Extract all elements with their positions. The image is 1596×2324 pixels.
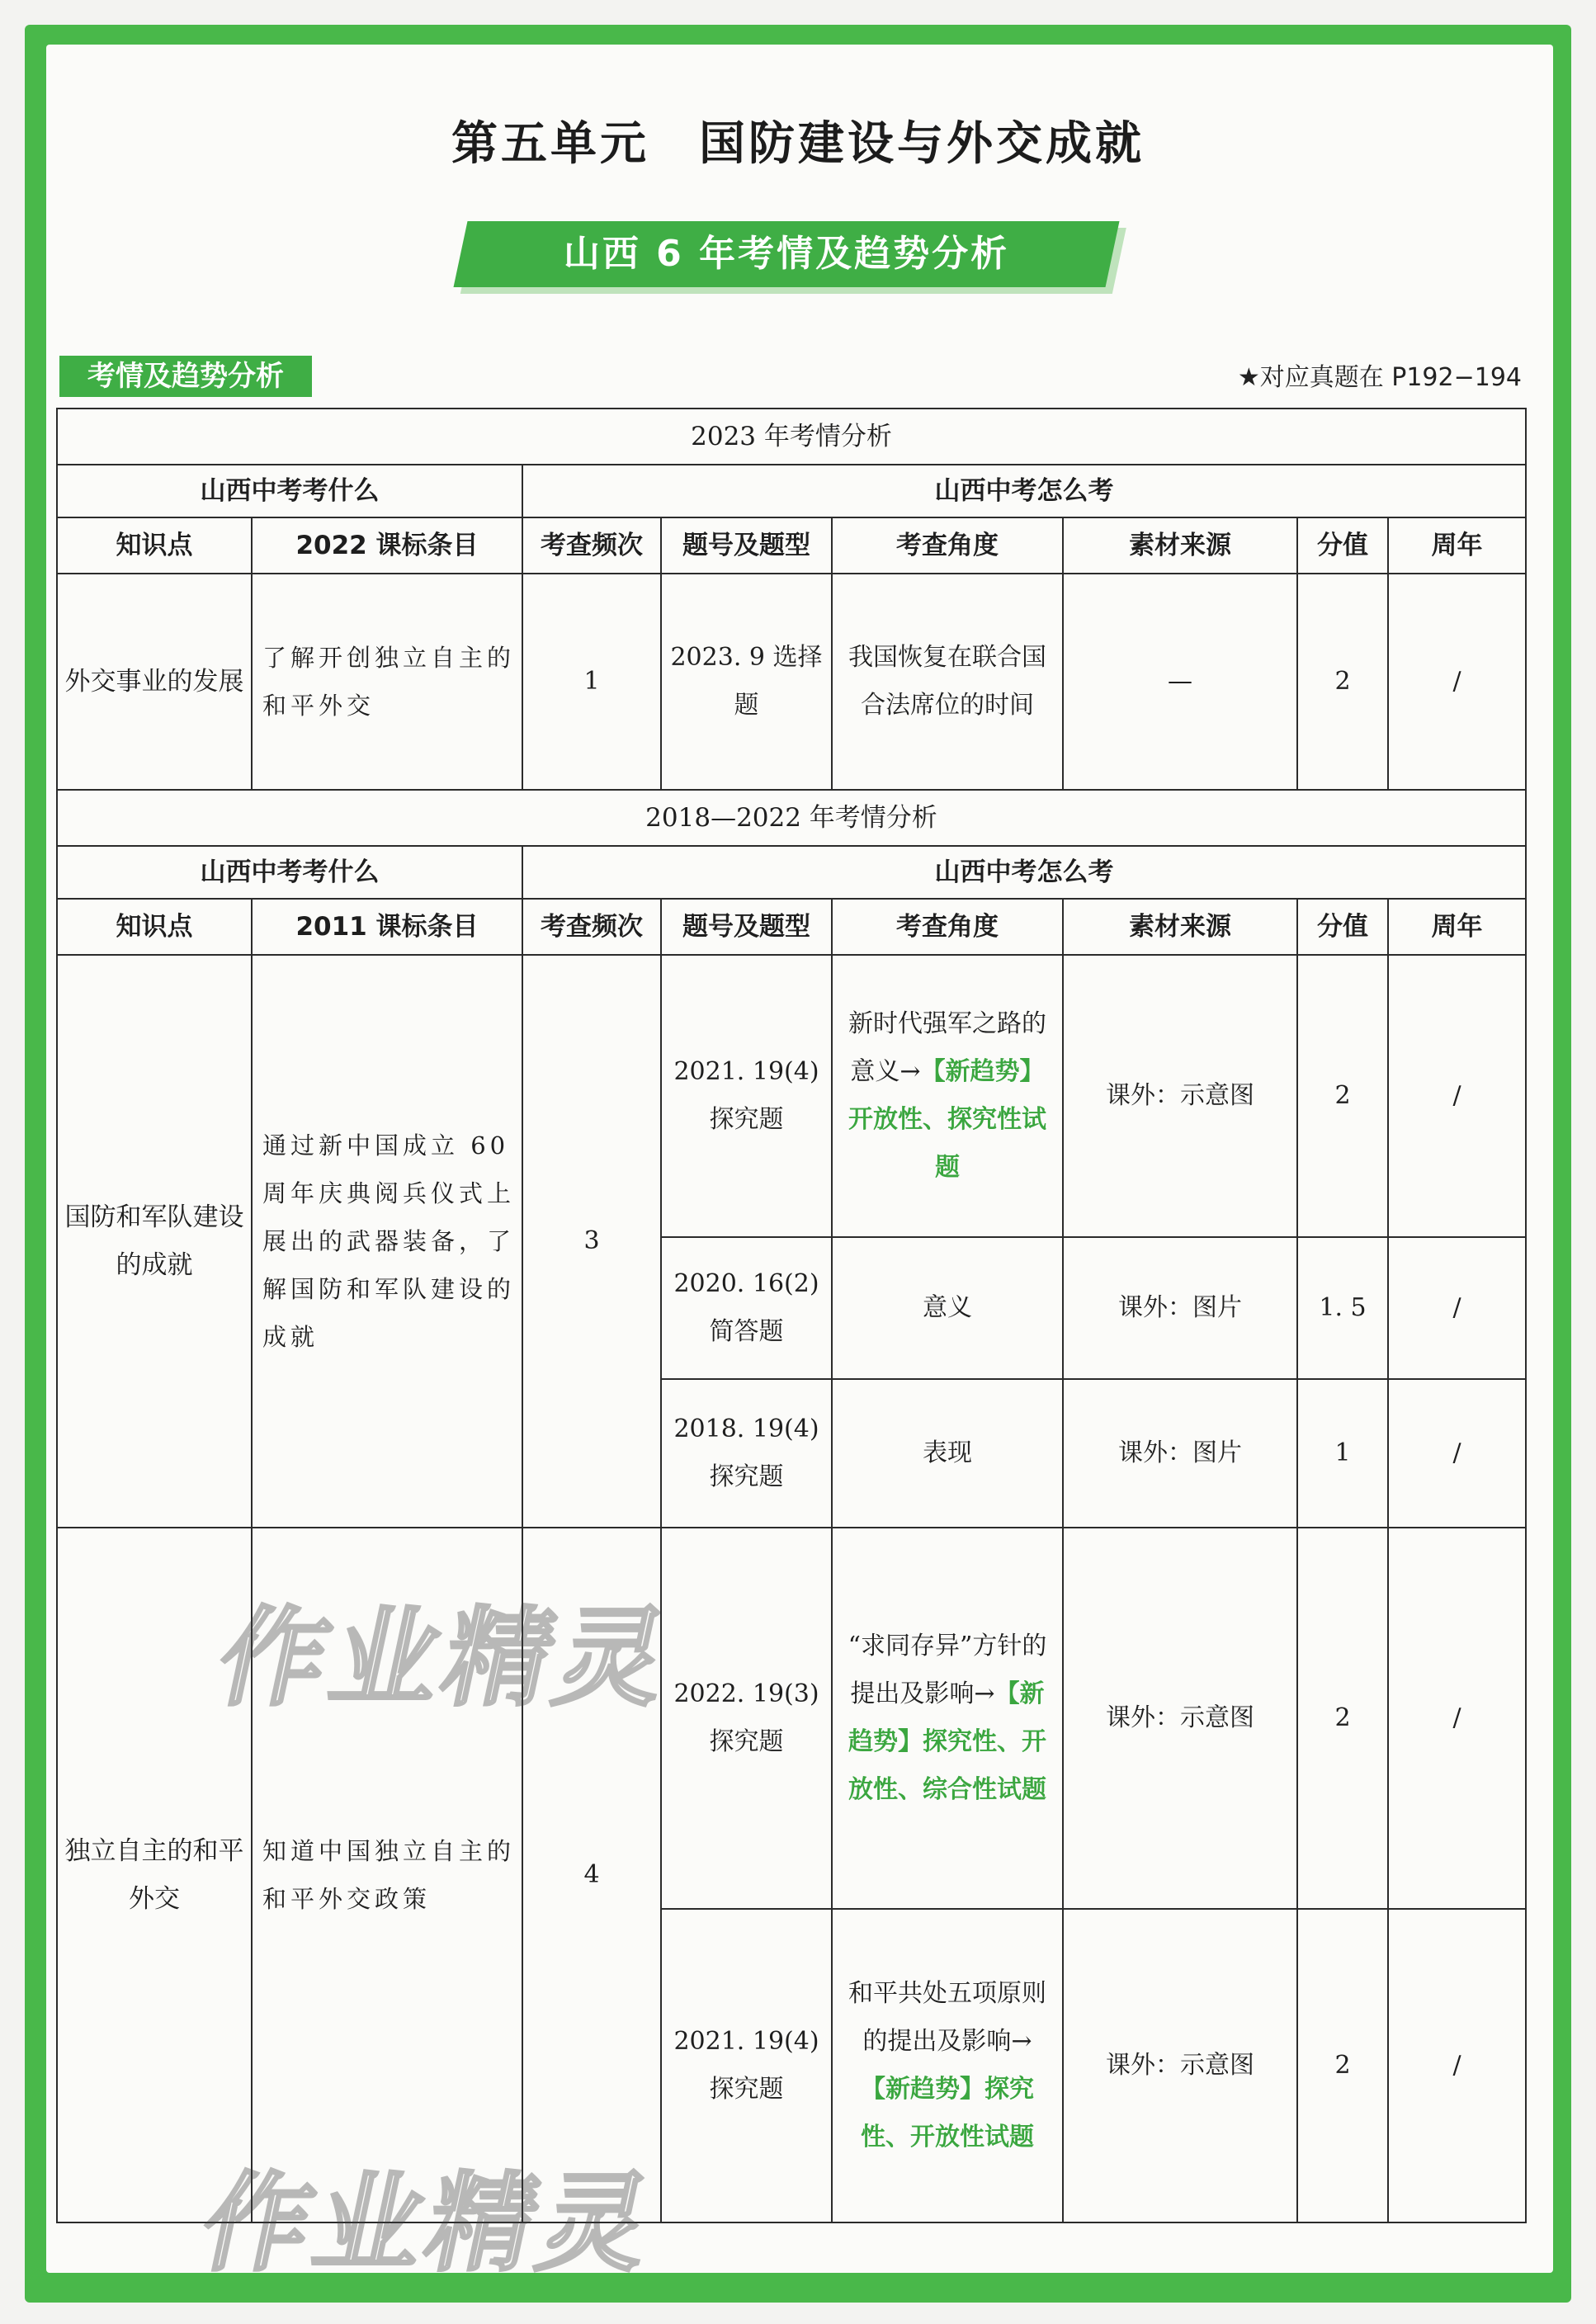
anniversary: /: [1388, 955, 1526, 1237]
exam-angle: 我国恢复在联合国合法席位的时间: [832, 574, 1063, 790]
unit-title: 第五单元 国防建设与外交成就: [451, 117, 1145, 171]
exam-angle: [832, 1528, 1063, 1909]
col-angle: 考查角度: [832, 517, 1063, 574]
material-source: 课外：示意图: [1063, 1528, 1297, 1909]
question-type: 2018. 19(4) 探究题: [661, 1379, 832, 1528]
col-score: 分值: [1297, 899, 1388, 955]
material-source: 课外：图片: [1063, 1379, 1297, 1528]
banner-title: 山西 6 年考情及趋势分析: [563, 233, 1010, 275]
material-source: —: [1063, 574, 1297, 790]
section-header-2018-2022: 2018—2022 年考情分析: [57, 790, 1526, 846]
angle-text: 和平共处五项原则的提出及影响→: [848, 1979, 1046, 2056]
how-header: 山西中考怎么考: [522, 846, 1526, 899]
score: 2: [1297, 1909, 1388, 2222]
anniversary: /: [1388, 574, 1526, 790]
question-type: 2022. 19(3) 探究题: [661, 1528, 832, 1909]
score: 1. 5: [1297, 1237, 1388, 1379]
material-source: 课外：示意图: [1063, 955, 1297, 1237]
col-standard-2022: 2022 课标条目: [252, 517, 522, 574]
anniversary: /: [1388, 1237, 1526, 1379]
col-frequency: 考查频次: [522, 517, 661, 574]
new-trend-note: 【新趋势】探究性、开放性试题: [861, 2075, 1034, 2152]
frequency: 1: [522, 574, 661, 790]
table-row: [57, 574, 1526, 790]
anniversary: /: [1388, 1528, 1526, 1909]
new-trend-note: 【新趋势】探究性、开放性、综合性试题: [848, 1679, 1046, 1804]
standard-text: 知道中国独立自主的和平外交政策: [252, 1528, 522, 2222]
section-tag: 考情及趋势分析: [59, 356, 312, 397]
question-type: 2023. 9 选择题: [661, 574, 832, 790]
how-header: 山西中考怎么考: [522, 465, 1526, 517]
col-knowledge-point: 知识点: [57, 899, 252, 955]
question-type: 2020. 16(2) 简答题: [661, 1237, 832, 1379]
table-row: [57, 1528, 1526, 1909]
material-source: 课外：图片: [1063, 1237, 1297, 1379]
col-question-type: 题号及题型: [661, 517, 832, 574]
exam-angle: [832, 1909, 1063, 2222]
exam-angle: 表现: [832, 1379, 1063, 1528]
exam-angle: [832, 955, 1063, 1237]
knowledge-point: 独立自主的和平外交: [57, 1528, 252, 2222]
frequency: 4: [522, 1528, 661, 2222]
what-header: 山西中考考什么: [57, 846, 522, 899]
col-source: 素材来源: [1063, 517, 1297, 574]
angle-text: “求同存异”方针的提出及影响→: [848, 1632, 1047, 1708]
col-frequency: 考查频次: [522, 899, 661, 955]
score: 2: [1297, 574, 1388, 790]
frequency: 3: [522, 955, 661, 1528]
anniversary: /: [1388, 1379, 1526, 1528]
col-question-type: 题号及题型: [661, 899, 832, 955]
col-anniversary: 周年: [1388, 517, 1526, 574]
col-angle: 考查角度: [832, 899, 1063, 955]
col-standard-2011: 2011 课标条目: [252, 899, 522, 955]
col-source: 素材来源: [1063, 899, 1297, 955]
question-type: 2021. 19(4) 探究题: [661, 1909, 832, 2222]
question-type: 2021. 19(4) 探究题: [661, 955, 832, 1237]
score: 2: [1297, 955, 1388, 1237]
score: 2: [1297, 1528, 1388, 1909]
table-row: [57, 955, 1526, 1237]
exam-analysis-table: [56, 408, 1527, 2223]
col-knowledge-point: 知识点: [57, 517, 252, 574]
score: 1: [1297, 1379, 1388, 1528]
new-trend-note: 【新趋势】开放性、探究性试题: [848, 1057, 1046, 1182]
material-source: 课外：示意图: [1063, 1909, 1297, 2222]
angle-text: 新时代强军之路的意义→: [848, 1009, 1046, 1086]
standard-text: 了解开创独立自主的和平外交: [252, 574, 522, 790]
reference-note: ★对应真题在 P192−194: [1237, 363, 1522, 392]
col-anniversary: 周年: [1388, 899, 1526, 955]
knowledge-point: 国防和军队建设的成就: [57, 955, 252, 1528]
section-header-2023: 2023 年考情分析: [57, 409, 1526, 465]
exam-angle: 意义: [832, 1237, 1063, 1379]
knowledge-point: 外交事业的发展: [57, 574, 252, 790]
standard-text: 通过新中国成立 60 周年庆典阅兵仪式上展出的武器装备，了解国防和军队建设的成就: [252, 955, 522, 1528]
anniversary: /: [1388, 1909, 1526, 2222]
what-header: 山西中考考什么: [57, 465, 522, 517]
col-score: 分值: [1297, 517, 1388, 574]
